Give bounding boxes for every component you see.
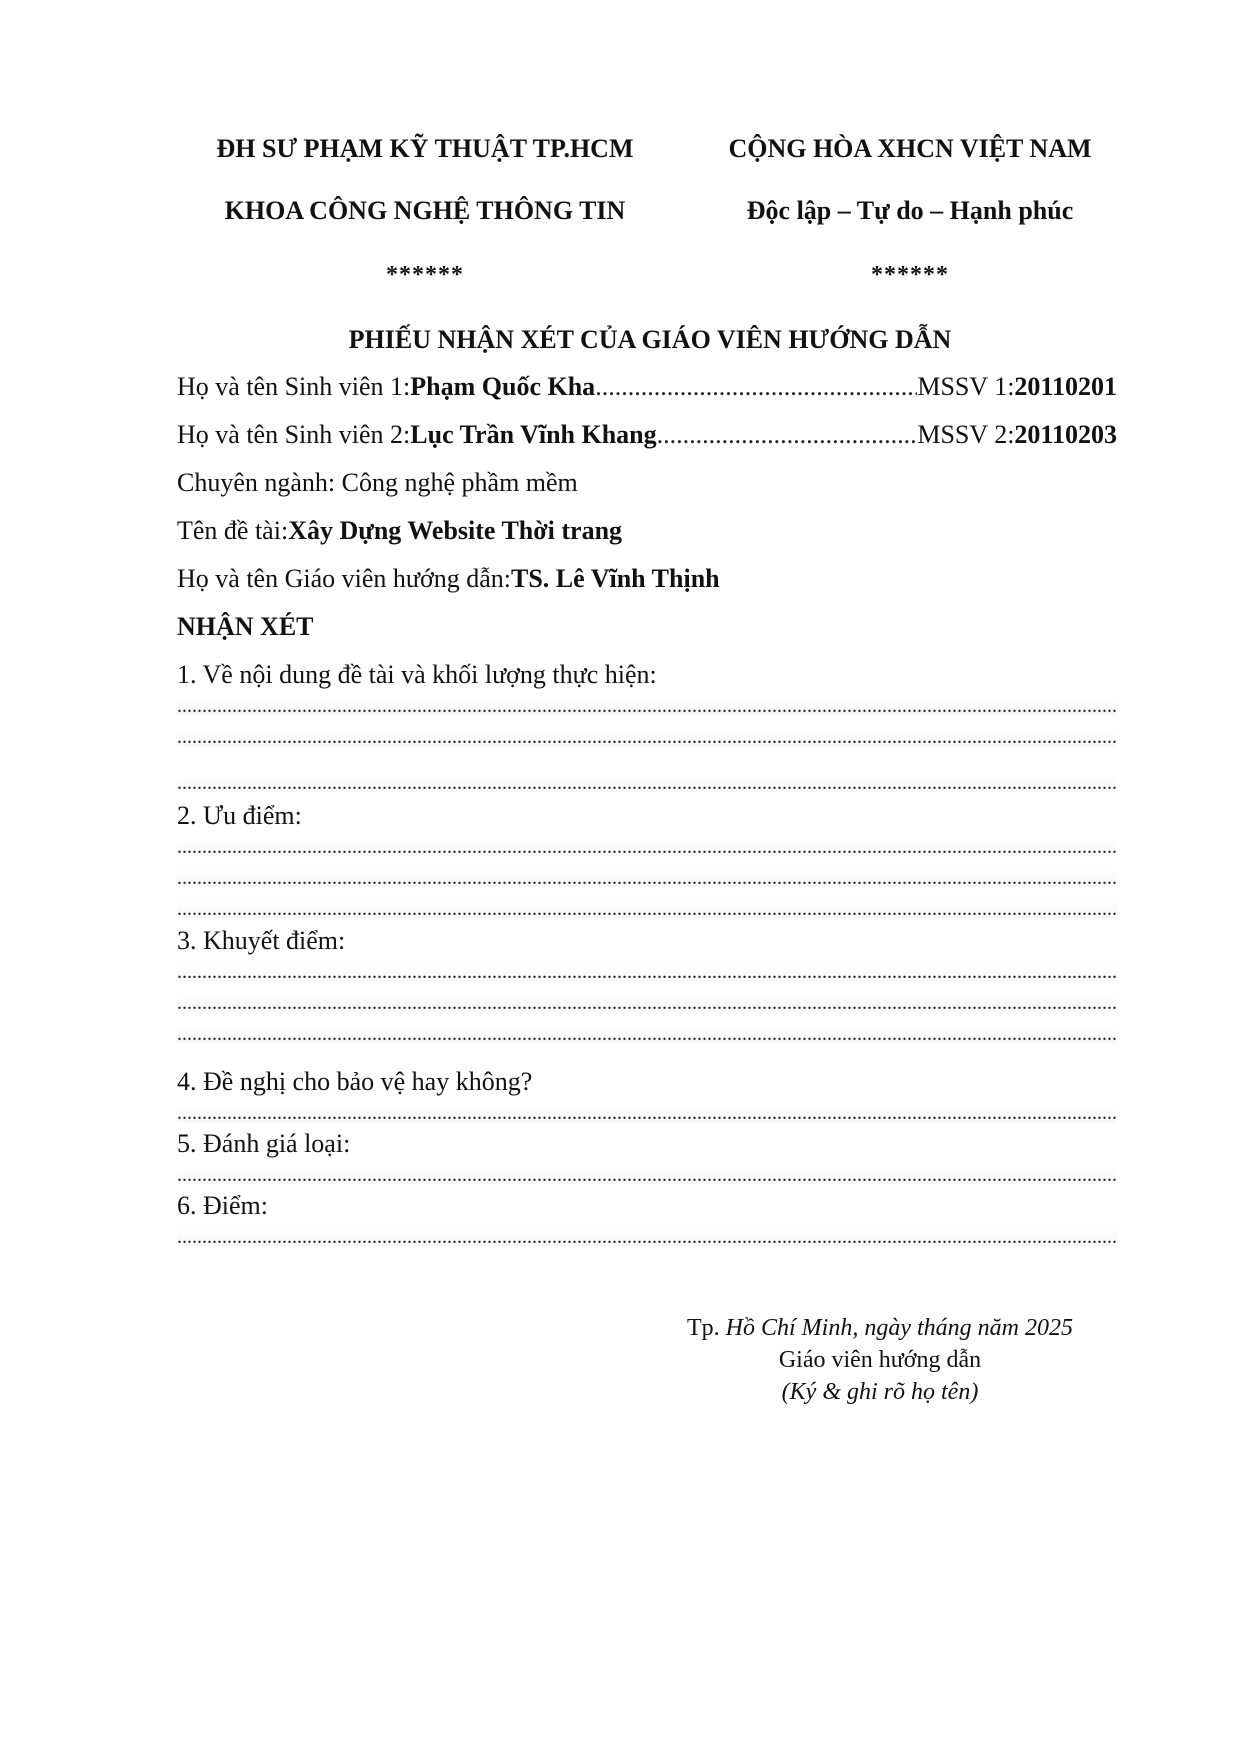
question-2 xyxy=(177,800,1117,832)
answer-line xyxy=(177,869,1117,887)
answer-line xyxy=(177,994,1117,1012)
question-3-label: 3. Khuyết điểm: xyxy=(177,926,346,955)
question-5-label: 5. Đánh giá loại: xyxy=(177,1129,351,1158)
advisor-value: TS. Lê Vĩnh Thịnh xyxy=(511,564,720,593)
advisor-label: Họ và tên Giáo viên hướng dẫn: xyxy=(177,564,511,593)
advisor-row xyxy=(177,563,1117,595)
answer-line xyxy=(177,774,1117,792)
place-prefix: Tp. xyxy=(687,1315,726,1341)
review-heading: NHẬN XÉT xyxy=(177,612,314,641)
student1-id: 20110201 xyxy=(1014,372,1117,401)
student1-dot-leader xyxy=(595,371,917,403)
answer-line xyxy=(177,1025,1117,1043)
question-4-label: 4. Đề nghị cho bảo vệ hay không? xyxy=(177,1067,533,1096)
question-6 xyxy=(177,1190,1117,1222)
student2-row xyxy=(177,419,1117,451)
question-5 xyxy=(177,1128,1117,1160)
answer-line xyxy=(177,1104,1117,1122)
student1-row xyxy=(177,371,1117,403)
national-motto: Độc lập – Tự do – Hạnh phúc xyxy=(746,196,1074,225)
answer-line xyxy=(177,1228,1117,1246)
answer-line xyxy=(177,900,1117,918)
signature-place-date xyxy=(600,1312,1160,1344)
question-1 xyxy=(177,659,1117,691)
answer-line xyxy=(177,838,1117,856)
signature-note: (Ký & ghi rõ họ tên) xyxy=(781,1379,979,1405)
major-row xyxy=(177,467,1117,499)
right-stars-divider: ****** xyxy=(871,262,949,288)
place-date: Hồ Chí Minh, ngày tháng năm 2025 xyxy=(725,1315,1073,1341)
student2-label: Họ và tên Sinh viên 2: xyxy=(177,420,411,449)
answer-line xyxy=(177,697,1117,715)
student1-name: Phạm Quốc Kha xyxy=(410,372,596,401)
student2-id-label: MSSV 2: xyxy=(917,420,1015,449)
answer-line xyxy=(177,1166,1117,1184)
topic-label: Tên đề tài: xyxy=(177,516,289,545)
question-1-label: 1. Về nội dung đề tài và khối lượng thực hiện: xyxy=(177,660,657,689)
university-name: ĐH SƯ PHẠM KỸ THUẬT TP.HCM xyxy=(216,134,634,163)
question-2-label: 2. Ưu điểm: xyxy=(177,801,302,830)
topic-row xyxy=(177,515,1117,547)
left-stars-divider: ****** xyxy=(386,262,464,288)
review-heading-row xyxy=(177,611,1117,643)
question-4 xyxy=(177,1066,1117,1098)
country-name: CỘNG HÒA XHCN VIỆT NAM xyxy=(728,134,1092,163)
answer-line xyxy=(177,963,1117,981)
faculty-name: KHOA CÔNG NGHỆ THÔNG TIN xyxy=(224,196,626,225)
form-title: PHIẾU NHẬN XÉT CỦA GIÁO VIÊN HƯỚNG DẪN xyxy=(348,325,952,354)
student1-id-label: MSSV 1: xyxy=(917,372,1015,401)
student1-label: Họ và tên Sinh viên 1: xyxy=(177,372,411,401)
student2-name: Lục Trần Vĩnh Khang xyxy=(410,420,657,449)
major-text: Chuyên ngành: Công nghệ phầm mềm xyxy=(177,468,578,497)
question-3 xyxy=(177,925,1117,957)
topic-value: Xây Dựng Website Thời trang xyxy=(288,516,623,545)
student2-dot-leader xyxy=(657,419,918,451)
answer-line xyxy=(177,728,1117,746)
signature-role: Giáo viên hướng dẫn xyxy=(778,1347,982,1373)
student2-id: 20110203 xyxy=(1014,420,1117,449)
question-6-label: 6. Điểm: xyxy=(177,1191,268,1220)
